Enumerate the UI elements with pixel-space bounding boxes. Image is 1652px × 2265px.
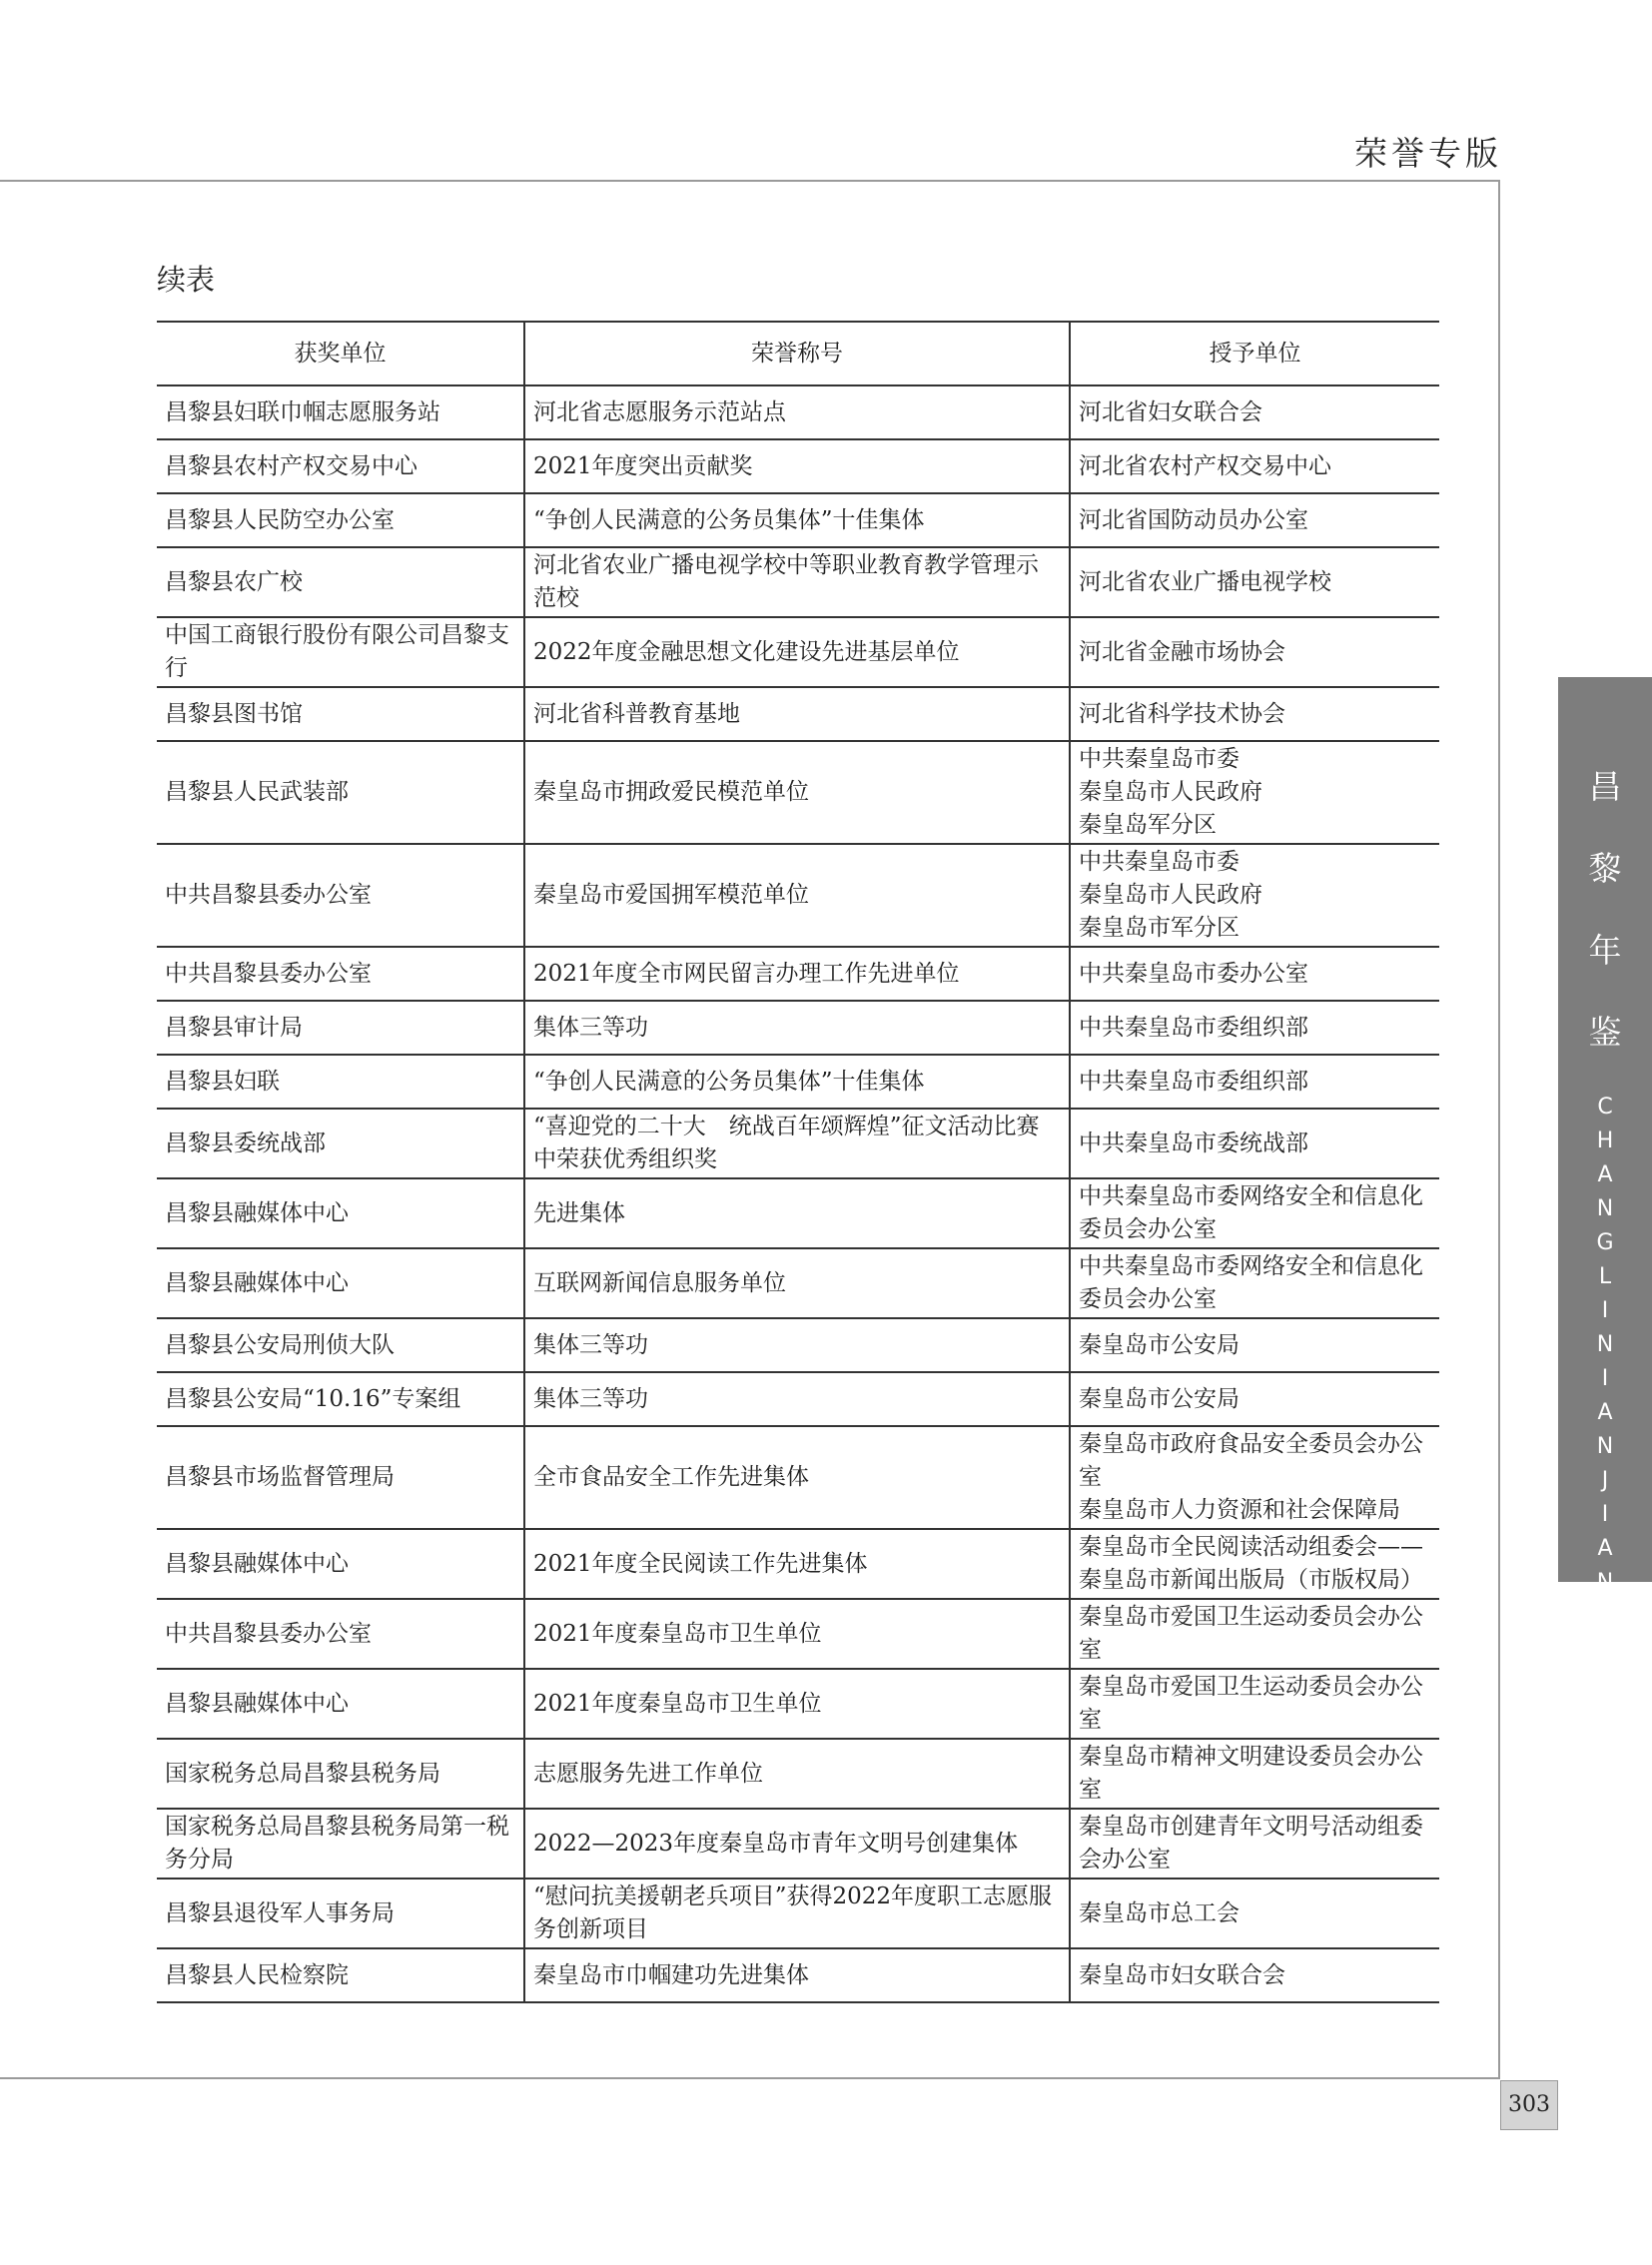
grantor-cell: 秦皇岛市爱国卫生运动委员会办公室 [1070, 1599, 1439, 1669]
grantor-cell: 秦皇岛市妇女联合会 [1070, 1948, 1439, 2002]
honor-cell: 集体三等功 [524, 1001, 1070, 1055]
table-row [157, 947, 1439, 1001]
honor-cell: 集体三等功 [524, 1372, 1070, 1426]
grantor-cell: 中共秦皇岛市委组织部 [1070, 1055, 1439, 1109]
recipient-cell: 国家税务总局昌黎县税务局第一税务分局 [157, 1809, 524, 1879]
table-row [157, 1739, 1439, 1809]
recipient-cell: 昌黎县委统战部 [157, 1109, 524, 1178]
honor-cell: “喜迎党的二十大 统战百年颂辉煌”征文活动比赛中荣获优秀组织奖 [524, 1109, 1070, 1178]
table-row [157, 844, 1439, 947]
table-row [157, 493, 1439, 547]
recipient-cell: 昌黎县审计局 [157, 1001, 524, 1055]
honors-table [157, 321, 1439, 2003]
table-row [157, 1178, 1439, 1248]
table-header-row [157, 322, 1439, 385]
grantor-cell: 秦皇岛市精神文明建设委员会办公室 [1070, 1739, 1439, 1809]
table-row [157, 1372, 1439, 1426]
recipient-cell: 昌黎县融媒体中心 [157, 1248, 524, 1318]
table-row [157, 1109, 1439, 1178]
honor-cell: 秦皇岛市拥政爱民模范单位 [524, 741, 1070, 844]
grantor-cell: 河北省农业广播电视学校 [1070, 547, 1439, 617]
table-row [157, 1001, 1439, 1055]
recipient-cell: 昌黎县农广校 [157, 547, 524, 617]
recipient-cell: 昌黎县公安局“10.16”专案组 [157, 1372, 524, 1426]
honor-cell: 互联网新闻信息服务单位 [524, 1248, 1070, 1318]
side-tab-letter: A [1597, 1400, 1613, 1425]
column-header-honor: 荣誉称号 [524, 322, 1070, 385]
grantor-cell: 秦皇岛市公安局 [1070, 1318, 1439, 1372]
honor-cell: 志愿服务先进工作单位 [524, 1739, 1070, 1809]
side-tab-latin [1558, 1097, 1652, 1594]
recipient-cell: 昌黎县融媒体中心 [157, 1669, 524, 1739]
recipient-cell: 昌黎县退役军人事务局 [157, 1879, 524, 1948]
honor-cell: 2021年度秦皇岛市卫生单位 [524, 1669, 1070, 1739]
table-row [157, 547, 1439, 617]
grantor-cell: 中共秦皇岛市委网络安全和信息化委员会办公室 [1070, 1248, 1439, 1318]
side-tab-char: 年 [1588, 931, 1622, 970]
honor-cell: “慰问抗美援朝老兵项目”获得2022年度职工志愿服务创新项目 [524, 1879, 1070, 1948]
table-row [157, 1248, 1439, 1318]
margin-rule [1498, 180, 1500, 2077]
side-tab-letter: A [1597, 1162, 1613, 1187]
table-caption: 续表 [157, 263, 216, 297]
table-row [157, 1529, 1439, 1599]
grantor-cell: 秦皇岛市公安局 [1070, 1372, 1439, 1426]
grantor-cell: 秦皇岛市总工会 [1070, 1879, 1439, 1948]
grantor-cell: 中共秦皇岛市委统战部 [1070, 1109, 1439, 1178]
honor-cell: 先进集体 [524, 1178, 1070, 1248]
table-row [157, 687, 1439, 741]
recipient-cell: 昌黎县农村产权交易中心 [157, 439, 524, 493]
honor-cell: 2021年度秦皇岛市卫生单位 [524, 1599, 1070, 1669]
honor-cell: 河北省科普教育基地 [524, 687, 1070, 741]
side-tab-letter: J [1601, 1468, 1609, 1493]
grantor-cell: 河北省妇女联合会 [1070, 385, 1439, 439]
recipient-cell: 昌黎县妇联 [157, 1055, 524, 1109]
table-row [157, 1879, 1439, 1948]
table-row [157, 1426, 1439, 1529]
recipient-cell: 昌黎县妇联巾帼志愿服务站 [157, 385, 524, 439]
honor-cell: 2022—2023年度秦皇岛市青年文明号创建集体 [524, 1809, 1070, 1879]
side-tab-letter: I [1601, 1502, 1609, 1527]
side-tab-letter: I [1601, 1366, 1609, 1391]
page-number: 303 [1500, 2080, 1558, 2130]
table-row [157, 1809, 1439, 1879]
side-tab-letter: A [1597, 1536, 1613, 1561]
recipient-cell: 中国工商银行股份有限公司昌黎支行 [157, 617, 524, 687]
section-title: 荣誉专版 [1354, 134, 1502, 173]
recipient-cell: 昌黎县人民检察院 [157, 1948, 524, 2002]
grantor-cell: 秦皇岛市创建青年文明号活动组委会办公室 [1070, 1809, 1439, 1879]
footer-rule [0, 2077, 1500, 2079]
side-tab-letter: N [1596, 1570, 1614, 1595]
table-row [157, 1948, 1439, 2002]
grantor-cell: 中共秦皇岛市委 秦皇岛市人民政府 秦皇岛市军分区 [1070, 844, 1439, 947]
recipient-cell: 昌黎县融媒体中心 [157, 1178, 524, 1248]
grantor-cell: 秦皇岛市政府食品安全委员会办公室 秦皇岛市人力资源和社会保障局 [1070, 1426, 1439, 1529]
grantor-cell: 河北省金融市场协会 [1070, 617, 1439, 687]
side-tab-char: 黎 [1588, 849, 1622, 888]
honor-cell: 集体三等功 [524, 1318, 1070, 1372]
recipient-cell: 昌黎县市场监督管理局 [157, 1426, 524, 1529]
recipient-cell: 昌黎县人民防空办公室 [157, 493, 524, 547]
recipient-cell: 昌黎县图书馆 [157, 687, 524, 741]
table-row [157, 741, 1439, 844]
recipient-cell: 中共昌黎县委办公室 [157, 947, 524, 1001]
table-row [157, 1055, 1439, 1109]
grantor-cell: 中共秦皇岛市委办公室 [1070, 947, 1439, 1001]
recipient-cell: 国家税务总局昌黎县税务局 [157, 1739, 524, 1809]
side-tab-letter: I [1601, 1298, 1609, 1323]
side-tab-letter: N [1596, 1196, 1614, 1221]
honor-cell: 2021年度全市网民留言办理工作先进单位 [524, 947, 1070, 1001]
side-tab-letter: H [1596, 1129, 1614, 1153]
grantor-cell: 秦皇岛市爱国卫生运动委员会办公室 [1070, 1669, 1439, 1739]
column-header-grantor: 授予单位 [1070, 322, 1439, 385]
side-tab-letter: N [1596, 1434, 1614, 1459]
honor-cell: 河北省农业广播电视学校中等职业教育教学管理示范校 [524, 547, 1070, 617]
table-row [157, 385, 1439, 439]
recipient-cell: 昌黎县融媒体中心 [157, 1529, 524, 1599]
table-row [157, 1669, 1439, 1739]
honor-cell: 河北省志愿服务示范站点 [524, 385, 1070, 439]
honor-cell: 秦皇岛市巾帼建功先进集体 [524, 1948, 1070, 2002]
recipient-cell: 昌黎县人民武装部 [157, 741, 524, 844]
grantor-cell: 河北省国防动员办公室 [1070, 493, 1439, 547]
honor-cell: 2021年度全民阅读工作先进集体 [524, 1529, 1070, 1599]
recipient-cell: 中共昌黎县委办公室 [157, 844, 524, 947]
table-row [157, 617, 1439, 687]
side-tab-letter: N [1596, 1332, 1614, 1357]
side-tab-char: 鉴 [1588, 1013, 1622, 1052]
recipient-cell: 中共昌黎县委办公室 [157, 1599, 524, 1669]
table-row [157, 1599, 1439, 1669]
honor-cell: 2021年度突出贡献奖 [524, 439, 1070, 493]
recipient-cell: 昌黎县公安局刑侦大队 [157, 1318, 524, 1372]
header-rule [0, 180, 1500, 182]
side-tab-letter: C [1597, 1095, 1613, 1120]
honor-cell: “争创人民满意的公务员集体”十佳集体 [524, 493, 1070, 547]
yearbook-side-tab [1558, 677, 1652, 1595]
side-tab-char: 昌 [1588, 767, 1622, 806]
grantor-cell: 中共秦皇岛市委组织部 [1070, 1001, 1439, 1055]
column-header-recipient: 获奖单位 [157, 322, 524, 385]
grantor-cell: 中共秦皇岛市委网络安全和信息化委员会办公室 [1070, 1178, 1439, 1248]
honor-cell: 2022年度金融思想文化建设先进基层单位 [524, 617, 1070, 687]
side-tab-letter: L [1598, 1264, 1612, 1289]
grantor-cell: 秦皇岛市全民阅读活动组委会——秦皇岛市新闻出版局（市版权局） [1070, 1529, 1439, 1599]
honor-cell: 全市食品安全工作先进集体 [524, 1426, 1070, 1529]
grantor-cell: 中共秦皇岛市委 秦皇岛市人民政府 秦皇岛军分区 [1070, 741, 1439, 844]
grantor-cell: 河北省农村产权交易中心 [1070, 439, 1439, 493]
side-tab-letter: G [1596, 1230, 1614, 1255]
table-row [157, 1318, 1439, 1372]
honor-cell: “争创人民满意的公务员集体”十佳集体 [524, 1055, 1070, 1109]
grantor-cell: 河北省科学技术协会 [1070, 687, 1439, 741]
table-row [157, 439, 1439, 493]
honor-cell: 秦皇岛市爱国拥军模范单位 [524, 844, 1070, 947]
